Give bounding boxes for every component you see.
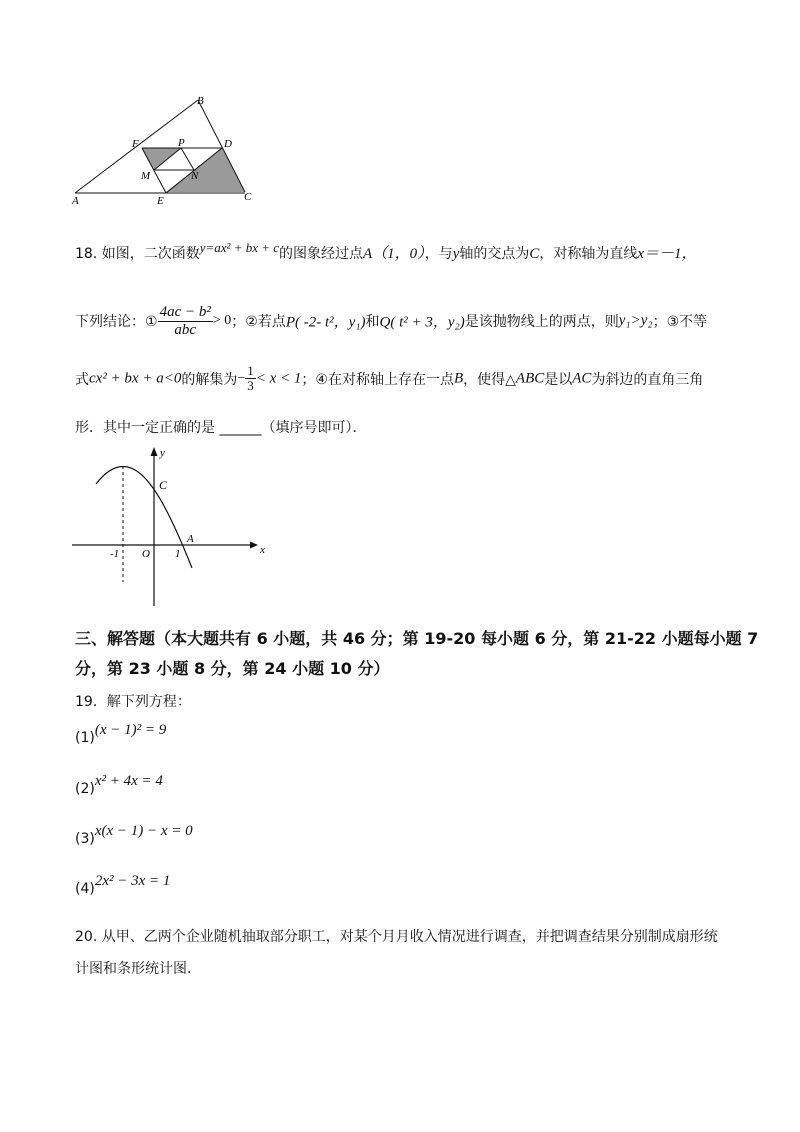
label-y: y [160, 447, 165, 459]
segment-PN [181, 148, 194, 170]
equation-1: (x − 1)² = 9 [94, 722, 167, 738]
y-axis-arrow [151, 447, 158, 456]
label-1: 1 [175, 548, 181, 560]
label-A: A [187, 533, 194, 545]
label-C: C [159, 478, 168, 492]
q18-line-1: 18. 如图，二次函数y=ax² + bx + c的图象经过点A（1，0），与y轴的交点为C，对称轴为直线x＝－1， [75, 240, 697, 262]
q20-line-2: 计图和条形统计图. [75, 961, 192, 977]
label-O: O [142, 548, 150, 560]
label-C: C [244, 191, 252, 203]
symmetry-axis: x＝－1， [637, 246, 697, 262]
section-3-header-line-2: 分，第 23 小题 8 分，第 24 小题 10 分） [75, 659, 390, 678]
point-P: P( -2- t²，y₁) [285, 314, 366, 331]
label-P: P [178, 137, 185, 149]
q19-title: 19．解下列方程： [75, 694, 191, 710]
label-D: D [224, 138, 232, 150]
q18-line-3: 式cx² + bx + a<0的解集为− $\frac{1}{3}$ < x < 1；④在对称轴上存在一点B，使得△ABC是以AC为斜边的直角三角 [75, 363, 704, 394]
q19-item-2: (2)x² + 4x = 4 [75, 773, 163, 797]
parabola-graph [65, 438, 280, 613]
label-E: E [157, 195, 164, 207]
label-A: A [72, 195, 79, 207]
q19-item-4: (4)2x² − 3x = 1 [75, 873, 171, 897]
point-Q: Q( t² + 3，y₂) [379, 314, 465, 331]
label-neg1: -1 [110, 548, 120, 560]
equation-4: 2x² − 3x = 1 [94, 873, 171, 889]
point-A: A（1，0） [363, 246, 425, 262]
q19-item-1: (1)(x − 1)² = 9 [75, 722, 167, 746]
label-x: x [260, 544, 265, 556]
fraction-conclusion-1: $\frac{\text{4ac − b²}}{\text{abc}}$ [159, 304, 211, 338]
q18-line-4: 形．其中一定正确的是 ______（填序号即可）． [75, 420, 367, 436]
question-number: 18. [75, 246, 98, 262]
inequality-3: cx² + bx + a<0 [89, 370, 182, 387]
fraction-one-third: $\frac{1}{3}$ [247, 363, 254, 394]
geometry-figure [60, 88, 270, 213]
q18-line-2: 下列结论：① $\frac{\text{4ac − b²}}{\text{abc}}$ > 0；②若点P( -2- t²，y₁)和Q( t² + 3，y₂)是该抛物线上的两点，则y₁>y₂；③不等 [75, 304, 708, 338]
equation-3: x(x − 1) − x = 0 [94, 823, 193, 839]
q19-item-3: (3)x(x − 1) − x = 0 [75, 823, 193, 847]
label-M: M [141, 170, 151, 182]
equation-2: x² + 4x = 4 [94, 773, 163, 789]
q20-line-1: 20. 从甲、乙两个企业随机抽取部分职工，对某个月月收入情况进行调查，并把调查结果分别制成扇形统 [75, 929, 718, 945]
quadratic-function: y=ax² + bx + c [199, 240, 280, 255]
label-N: N [191, 170, 199, 182]
x-axis-arrow [250, 542, 258, 549]
label-B: B [197, 95, 204, 107]
label-F: F [132, 138, 139, 150]
section-3-header-line-1: 三、解答题（本大题共有 6 小题，共 46 分；第 19-20 每小题 6 分，第 21-22 小题每小题 7 [75, 629, 759, 648]
